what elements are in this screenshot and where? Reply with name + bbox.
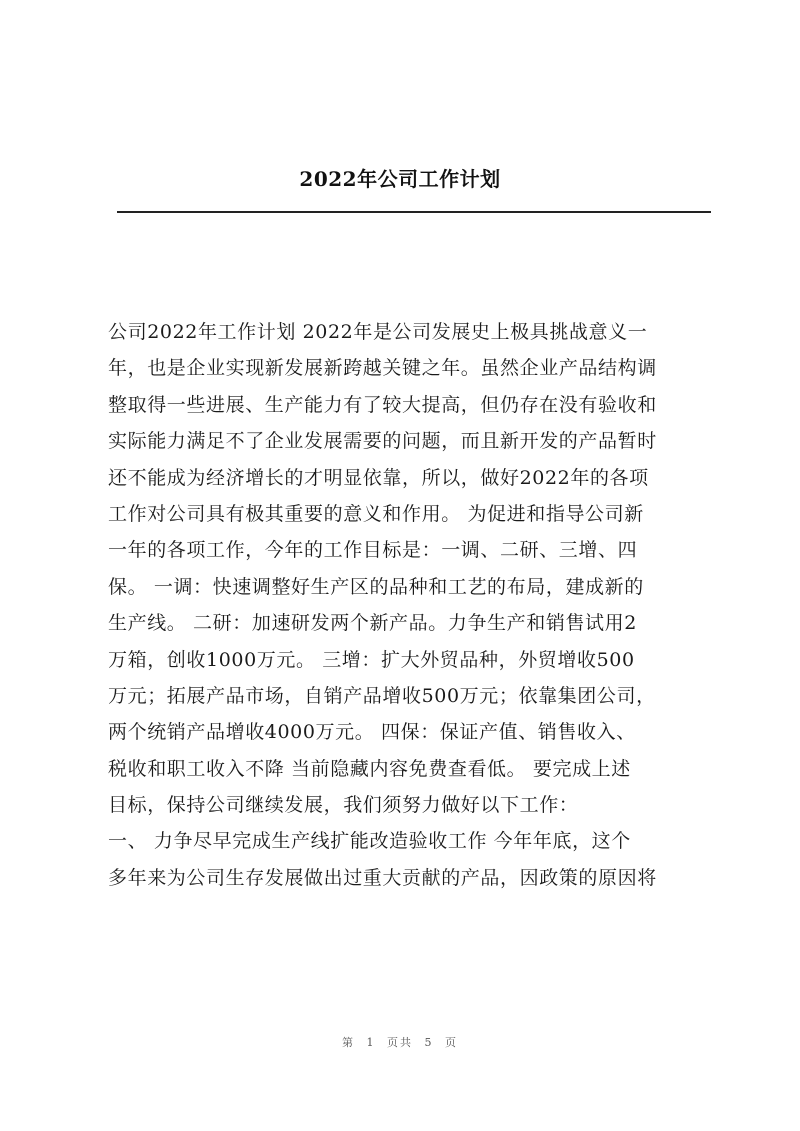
body-line: 整取得一些进展、生产能力有了较大提高，但仍存在没有验收和	[108, 393, 657, 416]
body-line: 实际能力满足不了企业发展需要的问题，而且新开发的产品暂时	[108, 430, 657, 453]
body-line: 保。 一调：快速调整好生产区的品种和工艺的布局，建成新的	[108, 575, 644, 598]
document-title: 2022年公司工作计划	[299, 167, 501, 191]
body-line: 万元；拓展产品市场，自销产品增收500万元；依靠集团公司，	[108, 684, 656, 707]
body-line: 公司2022年工作计划 2022年是公司发展史上极具挑战意义一	[108, 321, 648, 343]
body-line: 一年的各项工作，今年的工作目标是：一调、二研、三增、四	[108, 539, 638, 562]
body-line: 生产线。 二研：加速研发两个新产品。力争生产和销售试用2	[108, 612, 637, 635]
title-underline	[117, 211, 711, 213]
body-line: 年，也是企业实现新发展新跨越关键之年。虽然企业产品结构调	[108, 357, 657, 380]
page-number-footer: 第 1 页共 5 页	[342, 1036, 458, 1049]
body-line: 一、 力争尽早完成生产线扩能改造验收工作 今年年底，这个	[108, 830, 631, 853]
document-body	[108, 314, 708, 896]
body-line: 目标，保持公司继续发展，我们须努力做好以下工作：	[108, 794, 579, 817]
body-line: 工作对公司具有极其重要的意义和作用。 为促进和指导公司新	[108, 502, 644, 525]
body-line: 税收和职工收入不降 当前隐藏内容免费查看低。 要完成上述	[108, 757, 631, 780]
body-line: 多年来为公司生存发展做出过重大贡献的产品，因政策的原因将	[108, 866, 657, 889]
body-line: 万箱，创收1000万元。 三增：扩大外贸品种，外贸增收500	[108, 648, 635, 671]
body-line: 两个统销产品增收4000万元。 四保：保证产值、销售收入、	[108, 721, 636, 744]
body-line: 还不能成为经济增长的才明显依靠，所以，做好2022年的各项	[108, 466, 649, 489]
